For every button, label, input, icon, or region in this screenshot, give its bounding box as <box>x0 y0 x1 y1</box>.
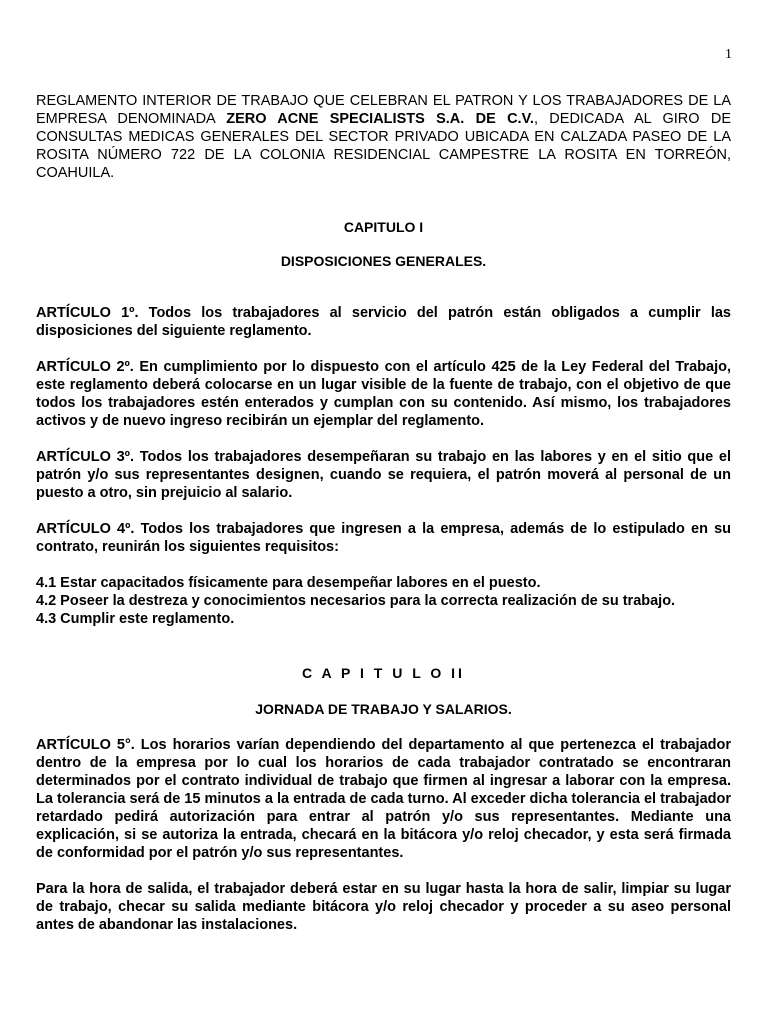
exit-time-paragraph: Para la hora de salida, el trabajador deberá estar en su lugar hasta la hora de salir, limpiar su lugar de trabajo, checar su salida mediante bitácora y/o reloj checador y proceder a su aseo personal antes de abandonar las instalaciones. <box>36 881 731 933</box>
chapter-2-subtitle: JORNADA DE TRABAJO Y SALARIOS. <box>255 701 512 717</box>
article-1: ARTÍCULO 1º. Todos los trabajadores al servicio del patrón están obligados a cumplir las disposiciones del siguiente reglamento. <box>36 305 731 339</box>
intro-text-end: , DEDICADA AL GIRO DE CONSULTAS MEDICAS GENERALES DEL SECTOR PRIVADO UBICADA EN CALZADA PASEO DE LA ROSITA NÚMERO 722 DE LA COLONIA RESIDENCIAL CAMPESTRE LA ROSITA EN TORREÓN, COAHUILA. <box>36 111 731 181</box>
list-item: 4.3 Cumplir este reglamento. <box>36 611 235 627</box>
article-4: ARTÍCULO 4º. Todos los trabajadores que ingresen a la empresa, además de lo estipulado en su contrato, reunirán los siguientes requisitos: <box>36 521 731 555</box>
page-number: 1 <box>725 47 732 62</box>
article-2: ARTÍCULO 2º. En cumplimiento por lo dispuesto con el artículo 425 de la Ley Federal del Trabajo, este reglamento deberá colocarse en un lugar visible de la fuente de trabajo, con el objetivo de que todos los trabajadores estén enterados y cumplan con su contenido. Así mismo, los trabajadores activos y de nuevo ingreso recibirán un ejemplar del reglamento. <box>36 359 731 429</box>
list-item: 4.1 Estar capacitados físicamente para desempeñar labores en el puesto. <box>36 575 541 591</box>
document-body <box>36 92 731 934</box>
list-item: 4.2 Poseer la destreza y conocimientos necesarios para la correcta realización de su trabajo. <box>36 593 676 609</box>
article-5: ARTÍCULO 5°. Los horarios varían dependiendo del departamento al que pertenezca el trabajador dentro de la empresa por lo cual los horarios de cada trabajador contratado se encontraran determinados por el contrato individual de trabajo que firmen al ingresar a laborar con la empresa. La tolerancia será de 15 minutos a la entrada de cada turno. Al exceder dicha tolerancia el trabajador retardado pedirá autorización para entrar al patrón y/o sus representantes. Mediante una explicación, si se autoriza la entrada, checará en la bitácora y/o reloj checador, y esta será firmada de conformidad por el patrón y/o sus representantes. <box>36 737 731 861</box>
company-name: ZERO ACNE SPECIALISTS S.A. DE C.V. <box>226 111 534 127</box>
requirements-list <box>36 574 731 628</box>
chapter-1-title: CAPITULO I <box>343 219 424 235</box>
chapter-2-title: C A P I T U L O II <box>302 665 465 681</box>
chapter-1-subtitle: DISPOSICIONES GENERALES. <box>280 253 487 269</box>
intro-text-start: REGLAMENTO INTERIOR DE TRABAJO QUE CELEBRAN EL PATRON Y LOS TRABAJADORES DE LA EMPRESA DENOMINADA <box>36 93 731 127</box>
article-3: ARTÍCULO 3º. Todos los trabajadores desempeñaran su trabajo en las labores y en el sitio que el patrón y/o sus representantes designen, cuando se requiera, el patrón moverá al personal de un puesto a otro, sin prejuicio al salario. <box>36 449 731 501</box>
intro-paragraph <box>36 92 731 182</box>
